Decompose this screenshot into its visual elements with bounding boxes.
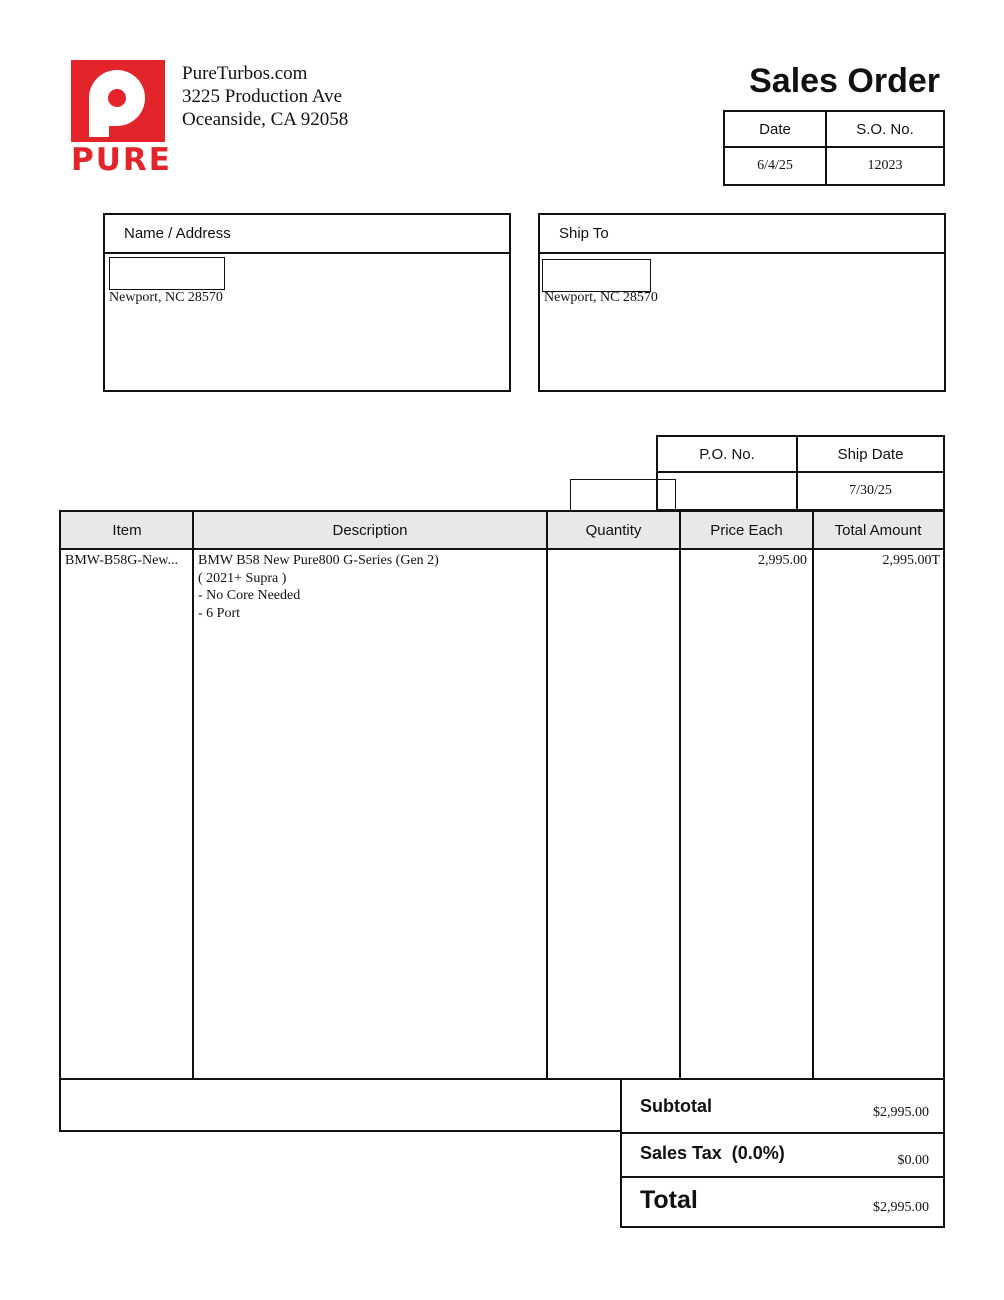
- company-street: 3225 Production Ave: [182, 86, 343, 107]
- column-header-quantity: Quantity: [547, 512, 680, 550]
- column-divider: [546, 512, 548, 1078]
- document-title: Sales Order: [749, 62, 940, 100]
- item-description: [198, 552, 439, 622]
- total-value: $2,995.00: [873, 1200, 929, 1215]
- so-number-value: 12023: [867, 158, 903, 173]
- column-header-price-each: Price Each: [680, 512, 813, 550]
- footer-memo-box: [59, 1078, 622, 1132]
- column-header-total-amount: Total Amount: [813, 512, 943, 550]
- ship-to-city-line: Newport, NC 28570: [544, 290, 658, 305]
- items-table: [59, 510, 945, 1080]
- column-header-description: Description: [193, 512, 547, 550]
- bill-to-box: [103, 213, 511, 392]
- item-code: BMW-B58G-New...: [65, 553, 179, 568]
- date-so-table: [723, 110, 945, 186]
- company-city: Oceanside, CA 92058: [182, 109, 349, 130]
- bill-to-city-line: Newport, NC 28570: [109, 290, 223, 305]
- description-line: - No Core Needed: [198, 588, 301, 603]
- column-header-item: Item: [61, 512, 193, 550]
- column-divider: [812, 512, 814, 1078]
- ship-to-box: [538, 213, 946, 392]
- column-divider: [192, 512, 194, 1078]
- item-total-amount: 2,995.00T: [882, 553, 940, 568]
- totals-box: [620, 1078, 945, 1228]
- company-address: [182, 62, 348, 131]
- sales-tax-value: $0.00: [897, 1153, 929, 1168]
- date-value: 6/4/25: [725, 148, 827, 184]
- ship-to-label: Ship To: [540, 215, 944, 254]
- column-divider: [679, 512, 681, 1078]
- sales-tax-label: Sales Tax (0.0%): [640, 1143, 785, 1163]
- ship-date-value: 7/30/25: [849, 483, 892, 498]
- subtotal-label: Subtotal: [640, 1096, 712, 1116]
- redacted-name-block: [542, 259, 651, 292]
- description-line: ( 2021+ Supra ): [198, 570, 287, 586]
- total-row: [622, 1176, 943, 1226]
- subtotal-row: [622, 1080, 943, 1134]
- subtotal-value: $2,995.00: [873, 1105, 929, 1120]
- so-number-label: S.O. No.: [827, 112, 943, 148]
- description-line: BMW B58 New Pure800 G-Series (Gen 2): [198, 553, 439, 568]
- po-number-label: P.O. No.: [658, 437, 798, 473]
- item-price-each: 2,995.00: [758, 553, 807, 568]
- po-ship-date-table: [656, 435, 945, 511]
- redacted-name-block: [109, 257, 225, 290]
- ship-date-label: Ship Date: [798, 437, 943, 473]
- po-number-value: [658, 473, 798, 509]
- description-line: - 6 Port: [198, 605, 240, 621]
- company-website: PureTurbos.com: [182, 63, 308, 84]
- logo-wordmark: PURE: [71, 142, 172, 178]
- total-label: Total: [640, 1186, 698, 1214]
- sales-tax-row: [622, 1132, 943, 1178]
- date-label: Date: [725, 112, 827, 148]
- bill-to-label: Name / Address: [105, 215, 509, 254]
